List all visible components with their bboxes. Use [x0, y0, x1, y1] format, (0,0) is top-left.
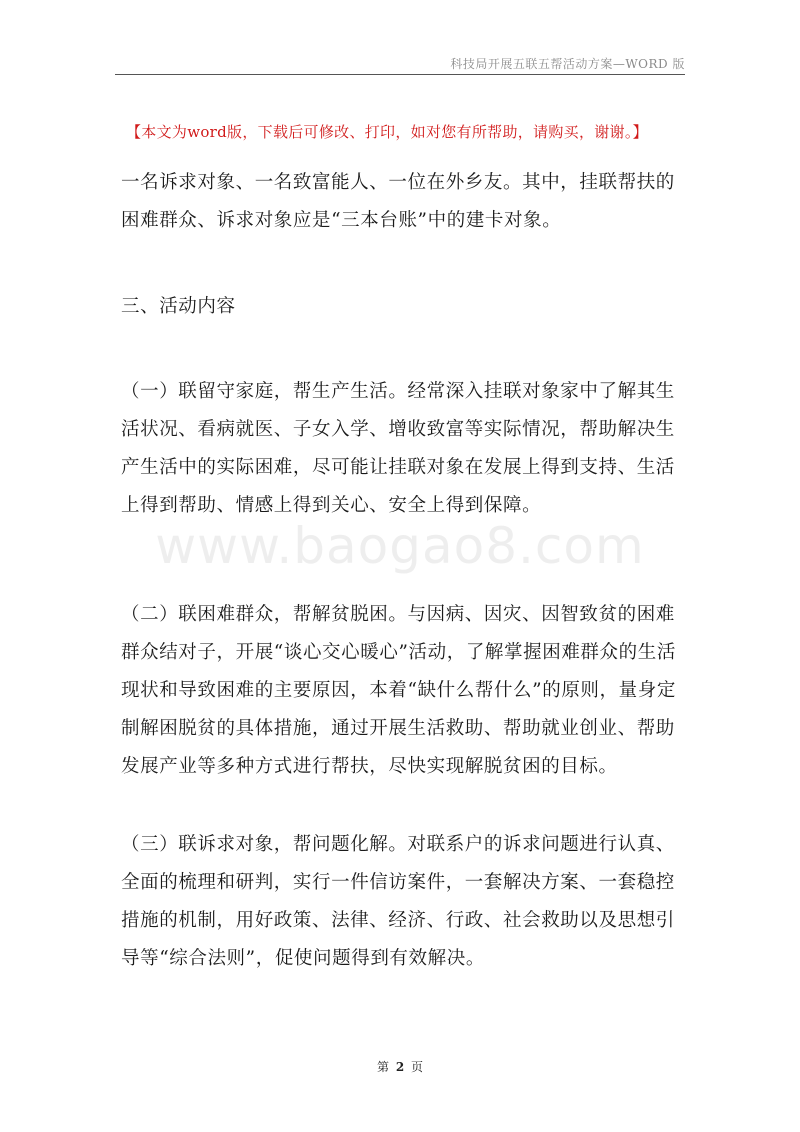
watermark-text: www.baogao8.com: [155, 517, 645, 575]
body-paragraph-continuation: 一名诉求对象、一名致富能人、一位在外乡友。其中，挂联帮扶的困难群众、诉求对象应是“三本台账”中的建卡对象。: [121, 172, 675, 231]
page-number: 2: [395, 1060, 405, 1074]
footer-prefix: 第: [376, 1060, 389, 1074]
document-header-title: 科技局开展五联五帮活动方案—WORD 版: [450, 57, 685, 71]
page-footer: [0, 1058, 800, 1075]
section-heading-activity-content: 三、活动内容: [121, 296, 236, 317]
body-paragraph-item-1: （一）联留守家庭，帮生产生活。经常深入挂联对象家中了解其生活状况、看病就医、子女入学、增收致富等实际情况，帮助解决生产生活中的实际困难，尽可能让挂联对象在发展上得到支持、生活上得到帮助、情感上得到关心、安全上得到保障。: [121, 381, 675, 516]
download-notice: 【本文为word版，下载后可修改、打印，如对您有所帮助，请购买，谢谢。】: [126, 123, 648, 141]
body-paragraph-item-3: （三）联诉求对象，帮问题化解。对联系户的诉求问题进行认真、全面的梳理和研判，实行一件信访案件，一套解决方案、一套稳控措施的机制，用好政策、法律、经济、行政、社会救助以及思想引导等“综合法则”，促使问题得到有效解决。: [121, 834, 675, 969]
header-divider: [115, 74, 685, 75]
body-paragraph-item-2: （二）联困难群众，帮解贫脱困。与因病、因灾、因智致贫的困难群众结对子，开展“谈心交心暖心”活动，了解掌握困难群众的生活现状和导致困难的主要原因，本着“缺什么帮什么”的原则，量身定制解困脱贫的具体措施，通过开展生活救助、帮助就业创业、帮助发展产业等多种方式进行帮扶，尽快实现解脱贫困的目标。: [121, 604, 676, 777]
footer-suffix: 页: [411, 1060, 424, 1074]
